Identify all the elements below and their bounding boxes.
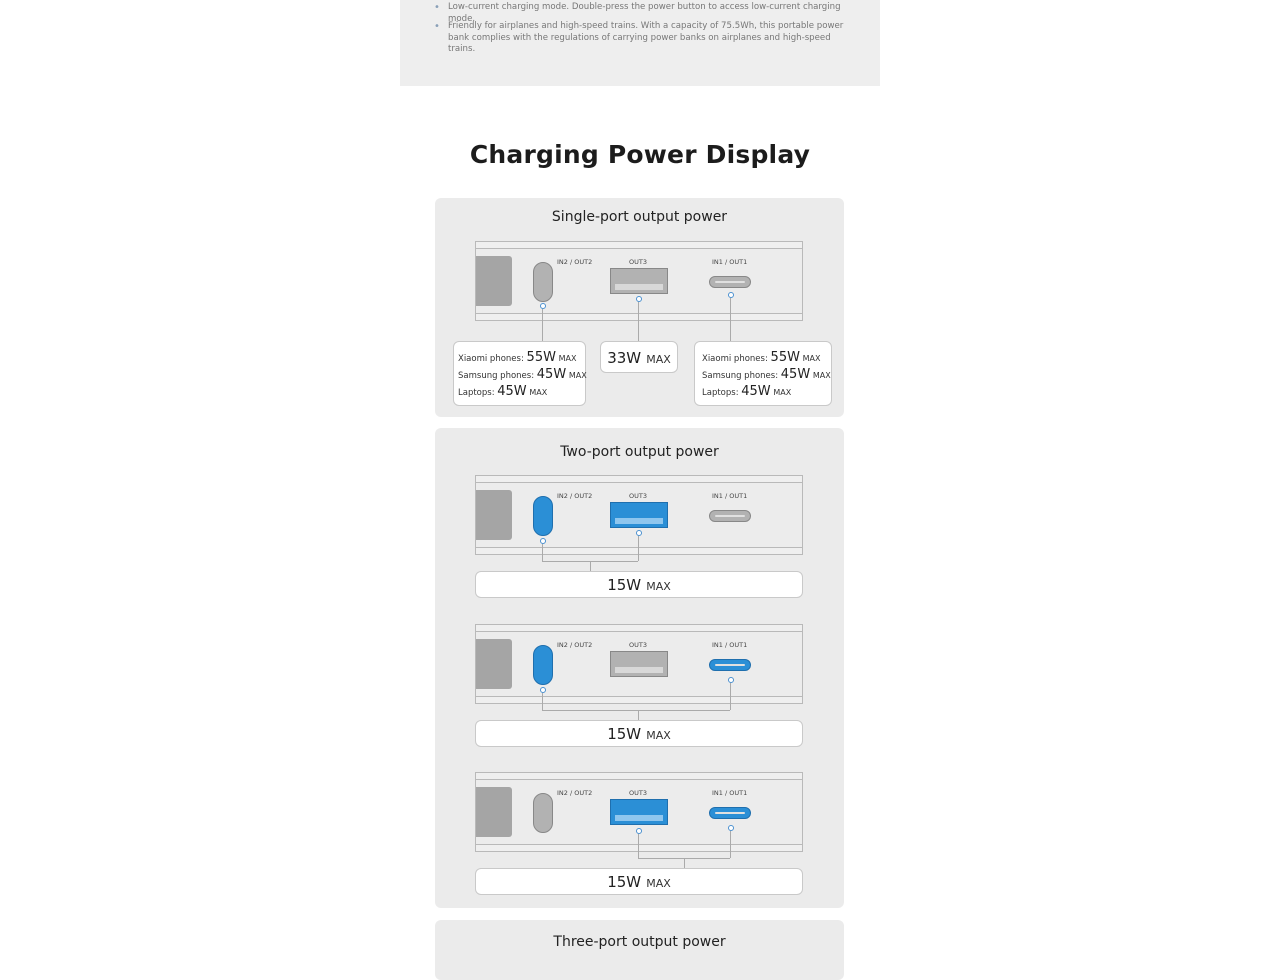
port-label-in1-out1: IN1 / OUT1 — [712, 258, 748, 266]
page-title: Charging Power Display — [469, 140, 811, 169]
power-bank-body — [476, 256, 512, 306]
power-bank-diagram — [475, 241, 803, 321]
combo-3-power-box: 15W MAX — [475, 868, 803, 895]
left-port-power-box: Xiaomi phones: 55W MAX Samsung phones: 45W MAX Laptops: 45W MAX — [453, 341, 586, 406]
power-bank-diagram-combo-2: IN2 / OUT2 OUT3 IN1 / OUT1 — [475, 624, 803, 704]
port-label-out3: OUT3 — [629, 258, 647, 266]
two-port-title: Two-port output power — [560, 444, 719, 460]
single-port-title: Single-port output power — [551, 209, 728, 225]
bullet-low-current: • Low-current charging mode. Double-press the power button to access low-current charging mode. — [448, 2, 858, 25]
port-label-in2-out2: IN2 / OUT2 — [557, 258, 593, 266]
power-bank-diagram-combo-1: IN2 / OUT2 OUT3 IN1 / OUT1 — [475, 475, 803, 555]
usb-c-port-horizontal — [709, 276, 751, 288]
three-port-title: Three-port output power — [553, 934, 726, 950]
out3-power-box: 33W MAX — [600, 341, 678, 373]
right-port-power-box: Xiaomi phones: 55W MAX Samsung phones: 45W MAX Laptops: 45W MAX — [694, 341, 832, 406]
combo-1-power-box: 15W MAX — [475, 571, 803, 598]
combo-2-power-box: 15W MAX — [475, 720, 803, 747]
three-port-card — [435, 920, 844, 980]
bullet-airplane-friendly: • Friendly for airplanes and high-speed trains. With a capacity of 75.5Wh, this portable power bank complies with the regulations of carrying power banks on airplanes and high-speed trains. — [448, 21, 858, 56]
usb-c-port-vertical — [533, 262, 553, 302]
usb-a-port — [610, 268, 668, 294]
power-bank-diagram-combo-3: IN2 / OUT2 OUT3 IN1 / OUT1 — [475, 772, 803, 852]
